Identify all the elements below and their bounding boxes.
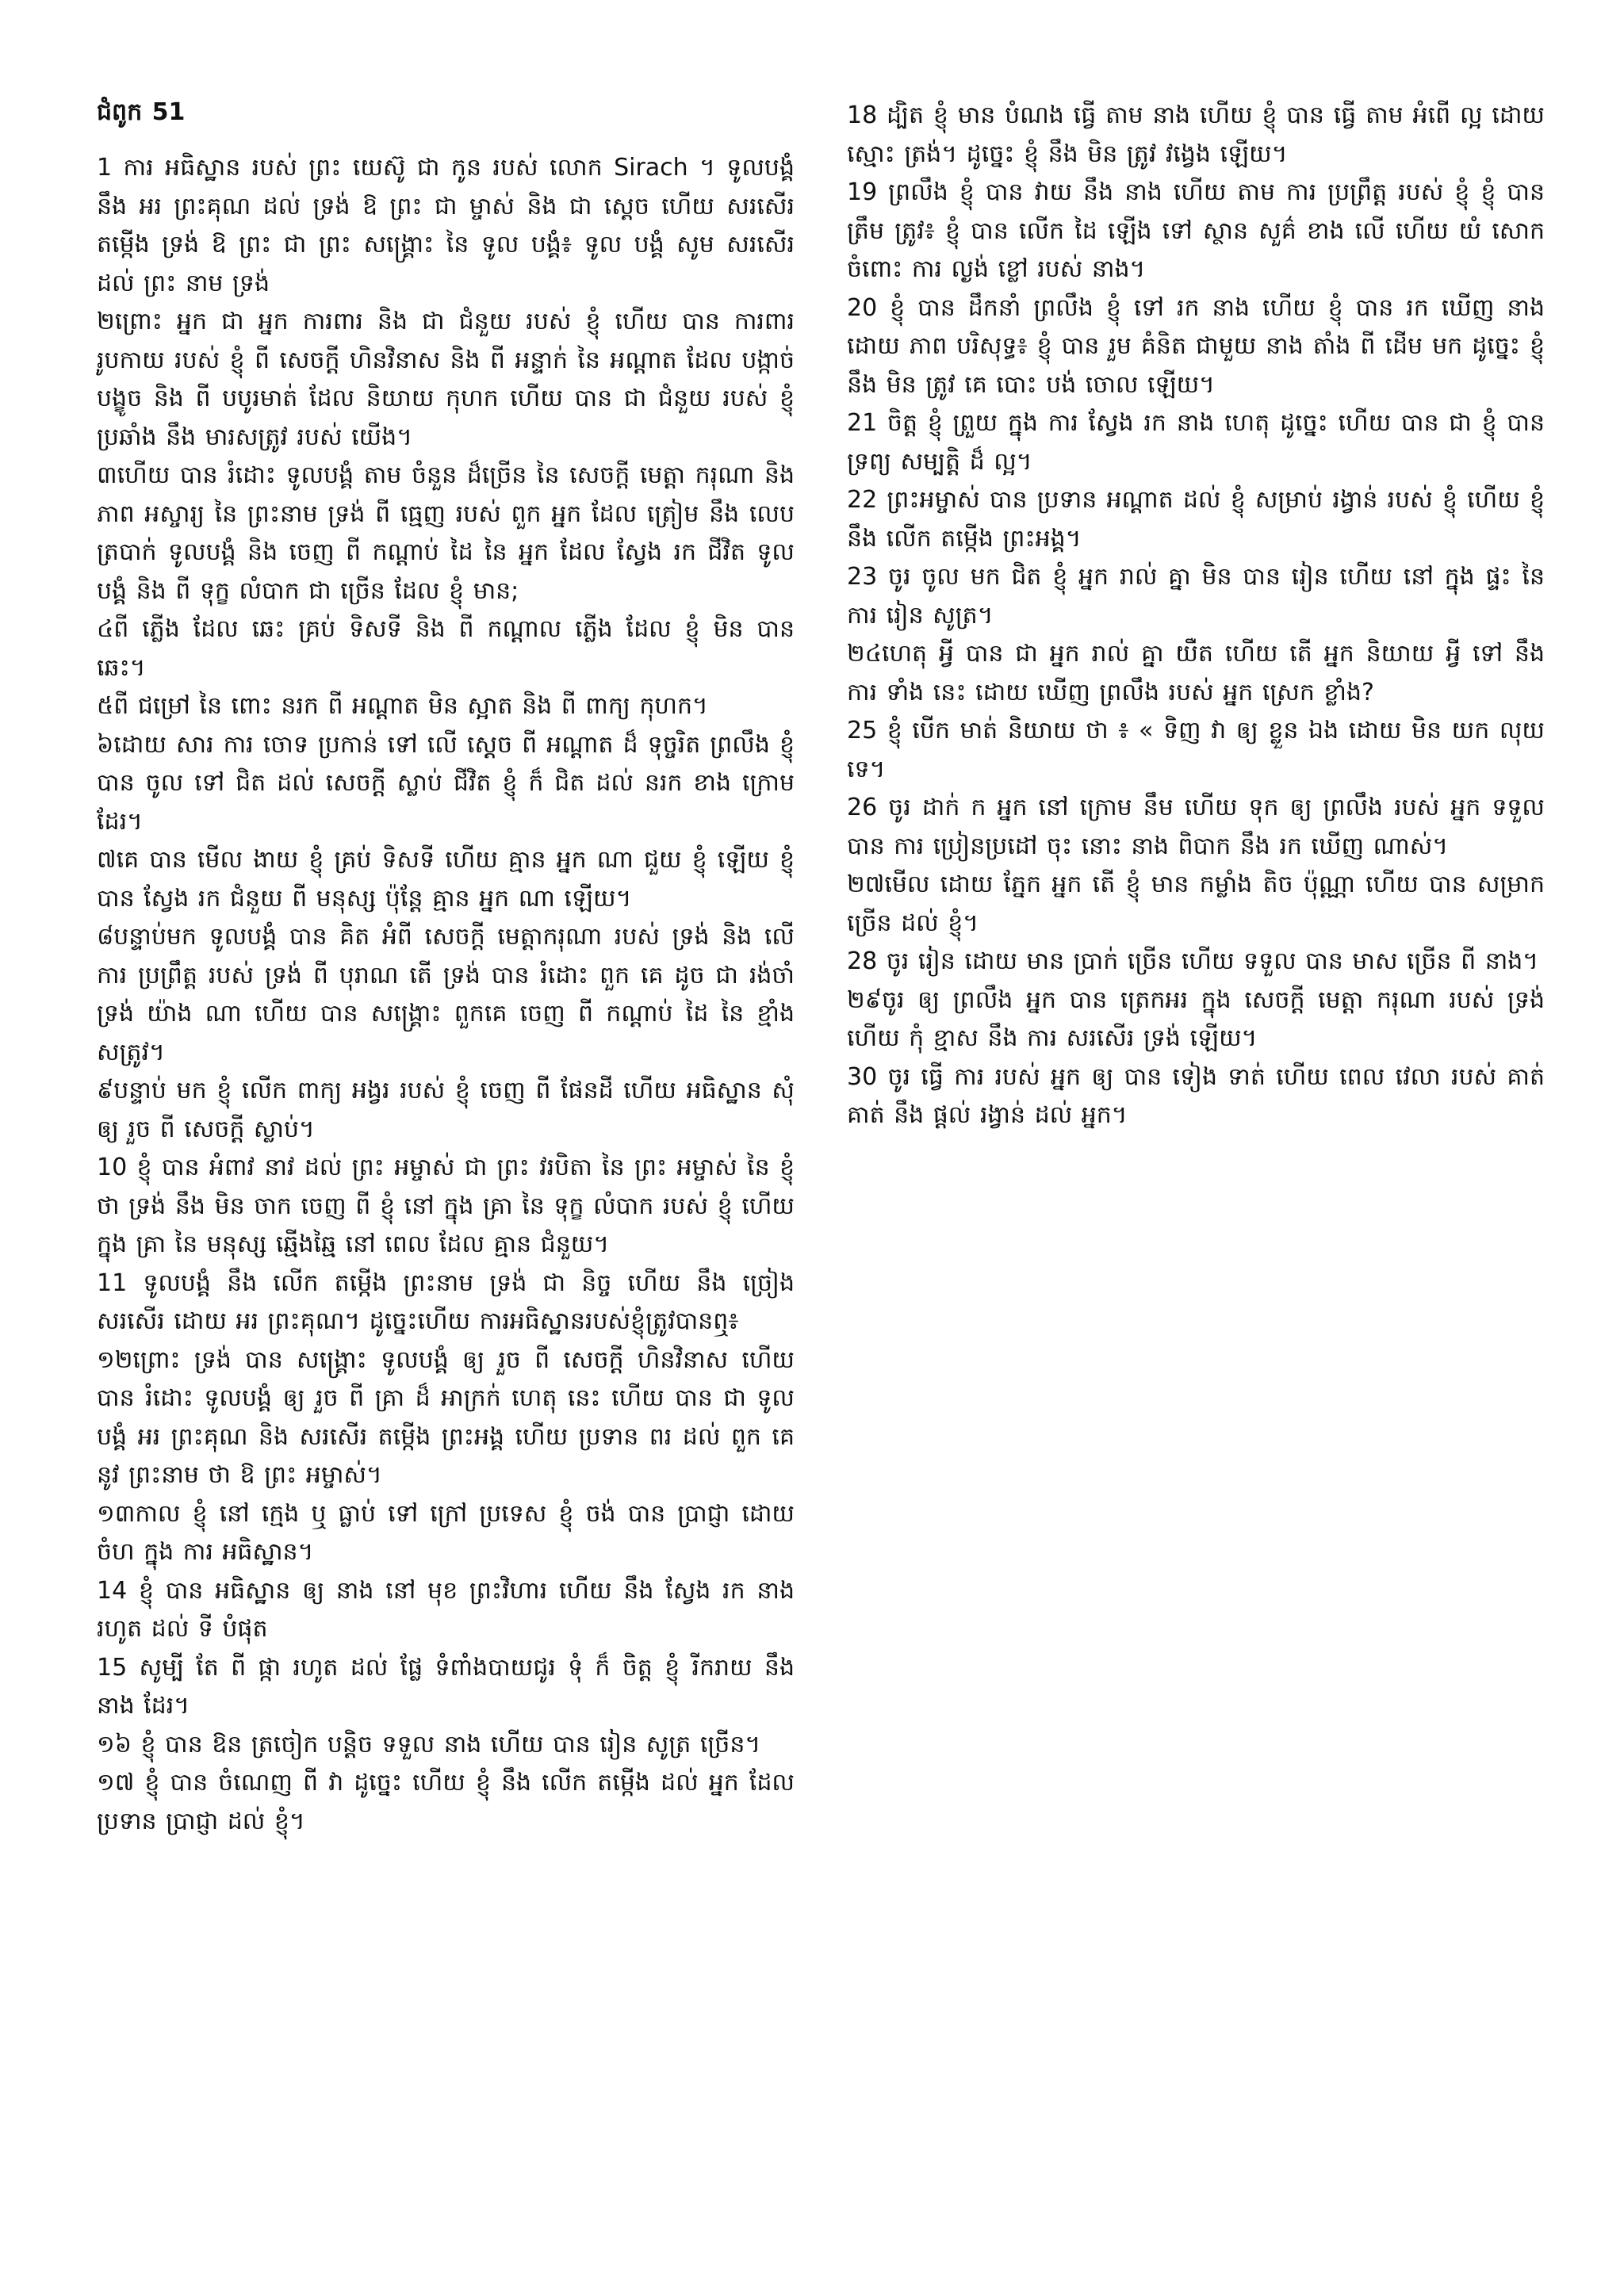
left-column bbox=[97, 94, 795, 1841]
verse-1: 1 ការ អធិស្ឋាន របស់ ព្រះ យេស៊ូ ជា កូន របស់ លោក Sirach ។ ទូលបង្គំ នឹង អរ ព្រះគុណ ដល់ ទ្រង់ ឱ ព្រះ ជា ម្ចាស់ និង ជា ស្តេច ហើយ សរសើរ តម្កើង ទ្រង់ ឱ ព្រះ ជា ព្រះ សង្គ្រោះ នៃ ទូល បង្គំ៖ ទូល បង្គំ សូម សរសើរ ដល់ ព្រះ នាម ទ្រង់ bbox=[97, 154, 795, 297]
verse-3: ៣ហើយ បាន រំដោះ ទូលបង្គំ តាម ចំនួន ដ៏ច្រើន នៃ សេចក្តី មេត្តា ករុណា និង ភាព អស្ចារ្យ នៃ ព្រះនាម ទ្រង់ ពី ធ្មេញ របស់ ពួក អ្នក ដែល ត្រៀម នឹង លេប ត្របាក់ ទូលបង្គំ និង ចេញ ពី កណ្តាប់ ដៃ នៃ អ្នក ដែល ស្វែង រក ជីវិត ទូលបង្គំ និង ពី ទុក្ខ លំបាក ជា ច្រើន ដែល ខ្ញុំ មាន; bbox=[97, 461, 795, 605]
verse-24: ២៤ហេតុ អ្វី បាន ជា អ្នក រាល់ គ្នា យឺត ហើយ តើ អ្នក និយាយ អ្វី ទៅ នឹង ការ ទាំង នេះ ដោយ ឃើញ ព្រលឹង របស់ អ្នក ស្រេក ខ្លាំង? bbox=[847, 640, 1545, 706]
verse-29: ២៩ចូរ ឲ្យ ព្រលឹង អ្នក បាន ត្រេកអរ ក្នុង សេចក្ដី មេត្តា ករុណា របស់ ទ្រង់ ហើយ កុំ ខ្មាស នឹង ការ សរសើរ ទ្រង់ ឡើយ។ bbox=[847, 985, 1545, 1052]
verse-9: ៩បន្ទាប់ មក ខ្ញុំ លើក ពាក្យ អង្វរ របស់ ខ្ញុំ ចេញ ពី ផែនដី ហើយ អធិស្ឋាន សុំ ឲ្យ រួច ពី សេចក្តី ស្លាប់។ bbox=[97, 1077, 795, 1143]
right-column bbox=[847, 97, 1545, 1135]
verse-15: 15 សូម្បី តែ ពី ផ្កា រហូត ដល់ ផ្លែ ទំពាំងបាយជូរ ទុំ ក៏ ចិត្ត ខ្ញុំ រីករាយ នឹង នាង ដែរ។ bbox=[97, 1653, 795, 1720]
verse-13: ១៣កាល ខ្ញុំ នៅ ក្មេង ឬ ធ្លាប់ ទៅ ក្រៅ ប្រទេស ខ្ញុំ ចង់ បាន ប្រាជ្ញា ដោយ ចំហ ក្នុង ការ អធិស្ឋាន។ bbox=[97, 1499, 795, 1566]
verse-14: 14 ខ្ញុំ បាន អធិស្ឋាន ឲ្យ នាង នៅ មុខ ព្រះវិហារ ហើយ នឹង ស្វែង រក នាង រហូត ដល់ ទី បំផុត bbox=[97, 1576, 795, 1643]
verse-5: ៥ពី ជម្រៅ នៃ ពោះ នរក ពី អណ្តាត មិន ស្អាត និង ពី ពាក្យ កុហក។ bbox=[97, 692, 708, 720]
verse-21: 21 ចិត្ត ខ្ញុំ ព្រួយ ក្នុង ការ ស្វែង រក នាង ហេតុ ដូច្នេះ ហើយ បាន ជា ខ្ញុំ បាន ទ្រព្យ សម្បត្តិ ដ៏ ល្អ។ bbox=[847, 409, 1545, 476]
verse-11: 11 ទូលបង្គំ នឹង លើក តម្កើង ព្រះនាម ទ្រង់ ជា និច្ច ហើយ នឹង ច្រៀង សរសើរ ដោយ អរ ព្រះគុណ។ ដូច្នេះហើយ ការអធិស្ឋានរបស់ខ្ញុំត្រូវបានឮ៖ bbox=[97, 1269, 795, 1335]
verse-8: ៨បន្ទាប់មក ទូលបង្គំ បាន គិត អំពី សេចក្តី មេត្តាករុណា របស់ ទ្រង់ និង លើ ការ ប្រព្រឹត្ត របស់ ទ្រង់ ពី បុរាណ តើ ទ្រង់ បាន រំដោះ ពួក គេ ដូច ជា រង់ចាំ ទ្រង់ យ៉ាង ណា ហើយ បាន សង្គ្រោះ ពួកគេ ចេញ ពី កណ្តាប់ ដៃ នៃ ខ្មាំង សត្រូវ។ bbox=[97, 923, 795, 1066]
verse-26: 26 ចូរ ដាក់ ក អ្នក នៅ ក្រោម នឹម ហើយ ទុក ឲ្យ ព្រលឹង របស់ អ្នក ទទួល បាន ការ ប្រៀនប្រដៅ ចុះ នោះ នាង ពិបាក នឹង រក ឃើញ ណាស់។ bbox=[847, 794, 1545, 860]
chapter-heading: ជំពូក 51 bbox=[97, 98, 186, 126]
verse-27: ២៧មើល ដោយ ភ្នែក អ្នក តើ ខ្ញុំ មាន កម្លាំង តិច ប៉ុណ្ណា ហើយ បាន សម្រាក ច្រើន ដល់ ខ្ញុំ។ bbox=[847, 871, 1545, 937]
verse-2: ២ព្រោះ អ្នក ជា អ្នក ការពារ និង ជា ជំនួយ របស់ ខ្ញុំ ហើយ បាន ការពារ រូបកាយ របស់ ខ្ញុំ ពី សេចក្ដី ហិនវិនាស និង ពី អន្ទាក់ នៃ អណ្ដាត ដែល បង្កាច់ បង្ខូច និង ពី បបូរមាត់ ដែល និយាយ កុហក ហើយ បាន ជា ជំនួយ របស់ ខ្ញុំ ប្រឆាំង នឹង មារសត្រូវ របស់ យើង។ bbox=[97, 308, 795, 451]
verse-30: 30 ចូរ ធ្វើ ការ របស់ អ្នក ឲ្យ បាន ទៀង ទាត់ ហើយ ពេល វេលា របស់ គាត់ គាត់ នឹង ផ្តល់ រង្វាន់ ដល់ អ្នក។ bbox=[847, 1062, 1545, 1129]
verse-25: 25 ខ្ញុំ បើក មាត់ និយាយ ថា ៖ « ទិញ វា ឲ្យ ខ្លួន ឯង ដោយ មិន យក លុយ ទេ។ bbox=[847, 717, 1545, 783]
verse-10: 10 ខ្ញុំ បាន អំពាវ នាវ ដល់ ព្រះ អម្ចាស់ ជា ព្រះ វរបិតា នៃ ព្រះ អម្ចាស់ នៃ ខ្ញុំ ថា ទ្រង់ នឹង មិន ចាក ចេញ ពី ខ្ញុំ នៅ ក្នុង គ្រា នៃ ទុក្ខ លំបាក របស់ ខ្ញុំ ហើយ ក្នុង គ្រា នៃ មនុស្ស ឆ្មើងឆ្មៃ នៅ ពេល ដែល គ្មាន ជំនួយ។ bbox=[97, 1154, 795, 1258]
verse-12: ១២ព្រោះ ទ្រង់ បាន សង្គ្រោះ ទូលបង្គំ ឲ្យ រួច ពី សេចក្ដី ហិនវិនាស ហើយ បាន រំដោះ ទូលបង្គំ ឲ្យ រួច ពី គ្រា ដ៏ អាក្រក់ ហេតុ នេះ ហើយ បាន ជា ទូលបង្គំ អរ ព្រះគុណ និង សរសើរ តម្កើង ព្រះអង្គ ហើយ ប្រទាន ពរ ដល់ ពួក គេ នូវ ព្រះនាម ថា ឱ ព្រះ អម្ចាស់។ bbox=[97, 1345, 795, 1489]
verse-18: 18 ដ្បិត ខ្ញុំ មាន បំណង ធ្វើ តាម នាង ហើយ ខ្ញុំ បាន ធ្វើ តាម អំពើ ល្អ ដោយ ស្មោះ ត្រង់។ ដូច្នេះ ខ្ញុំ នឹង មិន ត្រូវ វង្វេង ឡើយ។ bbox=[847, 101, 1545, 168]
verse-16: ១៦ ខ្ញុំ បាន ឱន ត្រចៀក បន្តិច ទទួល នាង ហើយ បាន រៀន សូត្រ ច្រើន។ bbox=[97, 1730, 761, 1758]
verse-17: ១៧ ខ្ញុំ បាន ចំណេញ ពី វា ដូច្នេះ ហើយ ខ្ញុំ នឹង លើក តម្កើង ដល់ អ្នក ដែល ប្រទាន ប្រាជ្ញា ដល់ ខ្ញុំ។ bbox=[97, 1769, 795, 1835]
verse-19: 19 ព្រលឹង ខ្ញុំ បាន វាយ នឹង នាង ហើយ តាម ការ ប្រព្រឹត្ត របស់ ខ្ញុំ ខ្ញុំ បាន ត្រឹម ត្រូវ៖ ខ្ញុំ បាន លើក ដៃ ឡើង ទៅ ស្ថាន សួគ៌ ខាង លើ ហើយ យំ សោក ចំពោះ ការ ល្ងង់ ខ្លៅ របស់ នាង។ bbox=[847, 178, 1545, 283]
verse-22: 22 ព្រះអម្ចាស់ បាន ប្រទាន អណ្តាត ដល់ ខ្ញុំ សម្រាប់ រង្វាន់ របស់ ខ្ញុំ ហើយ ខ្ញុំ នឹង លើក តម្កើង ព្រះអង្គ។ bbox=[847, 486, 1545, 553]
verse-7: ៧គេ បាន មើល ងាយ ខ្ញុំ គ្រប់ ទិសទី ហើយ គ្មាន អ្នក ណា ជួយ ខ្ញុំ ឡើយ ខ្ញុំ បាន ស្វែង រក ជំនួយ ពី មនុស្ស ប៉ុន្តែ គ្មាន អ្នក ណា ឡើយ។ bbox=[97, 846, 795, 913]
verse-6: ៦ដោយ សារ ការ ចោទ ប្រកាន់ ទៅ លើ ស្តេច ពី អណ្តាត ដ៏ ទុច្ចរិត ព្រលឹង ខ្ញុំ បាន ចូល ទៅ ជិត ដល់ សេចក្ដី ស្លាប់ ជីវិត ខ្ញុំ ក៏ ជិត ដល់ នរក ខាង ក្រោម ដែរ។ bbox=[97, 730, 795, 836]
verse-4: ៤ពី ភ្លើង ដែល ឆេះ គ្រប់ ទិសទី និង ពី កណ្តាល ភ្លើង ដែល ខ្ញុំ មិន បាន ឆេះ។ bbox=[97, 615, 795, 682]
verse-20: 20 ខ្ញុំ បាន ដឹកនាំ ព្រលឹង ខ្ញុំ ទៅ រក នាង ហើយ ខ្ញុំ បាន រក ឃើញ នាង ដោយ ភាព បរិសុទ្ធ៖ ខ្ញុំ បាន រួម គំនិត ជាមួយ នាង តាំង ពី ដើម មក ដូច្នេះ ខ្ញុំ នឹង មិន ត្រូវ គេ បោះ បង់ ចោល ឡើយ។ bbox=[847, 293, 1545, 399]
verse-23: 23 ចូរ ចូល មក ជិត ខ្ញុំ អ្នក រាល់ គ្នា មិន បាន រៀន ហើយ នៅ ក្នុង ផ្ទះ នៃ ការ រៀន សូត្រ។ bbox=[847, 563, 1545, 629]
verse-28: 28 ចូរ រៀន ដោយ មាន ប្រាក់ ច្រើន ហើយ ទទួល បាន មាស ច្រើន ពី នាង។ bbox=[847, 947, 1539, 975]
